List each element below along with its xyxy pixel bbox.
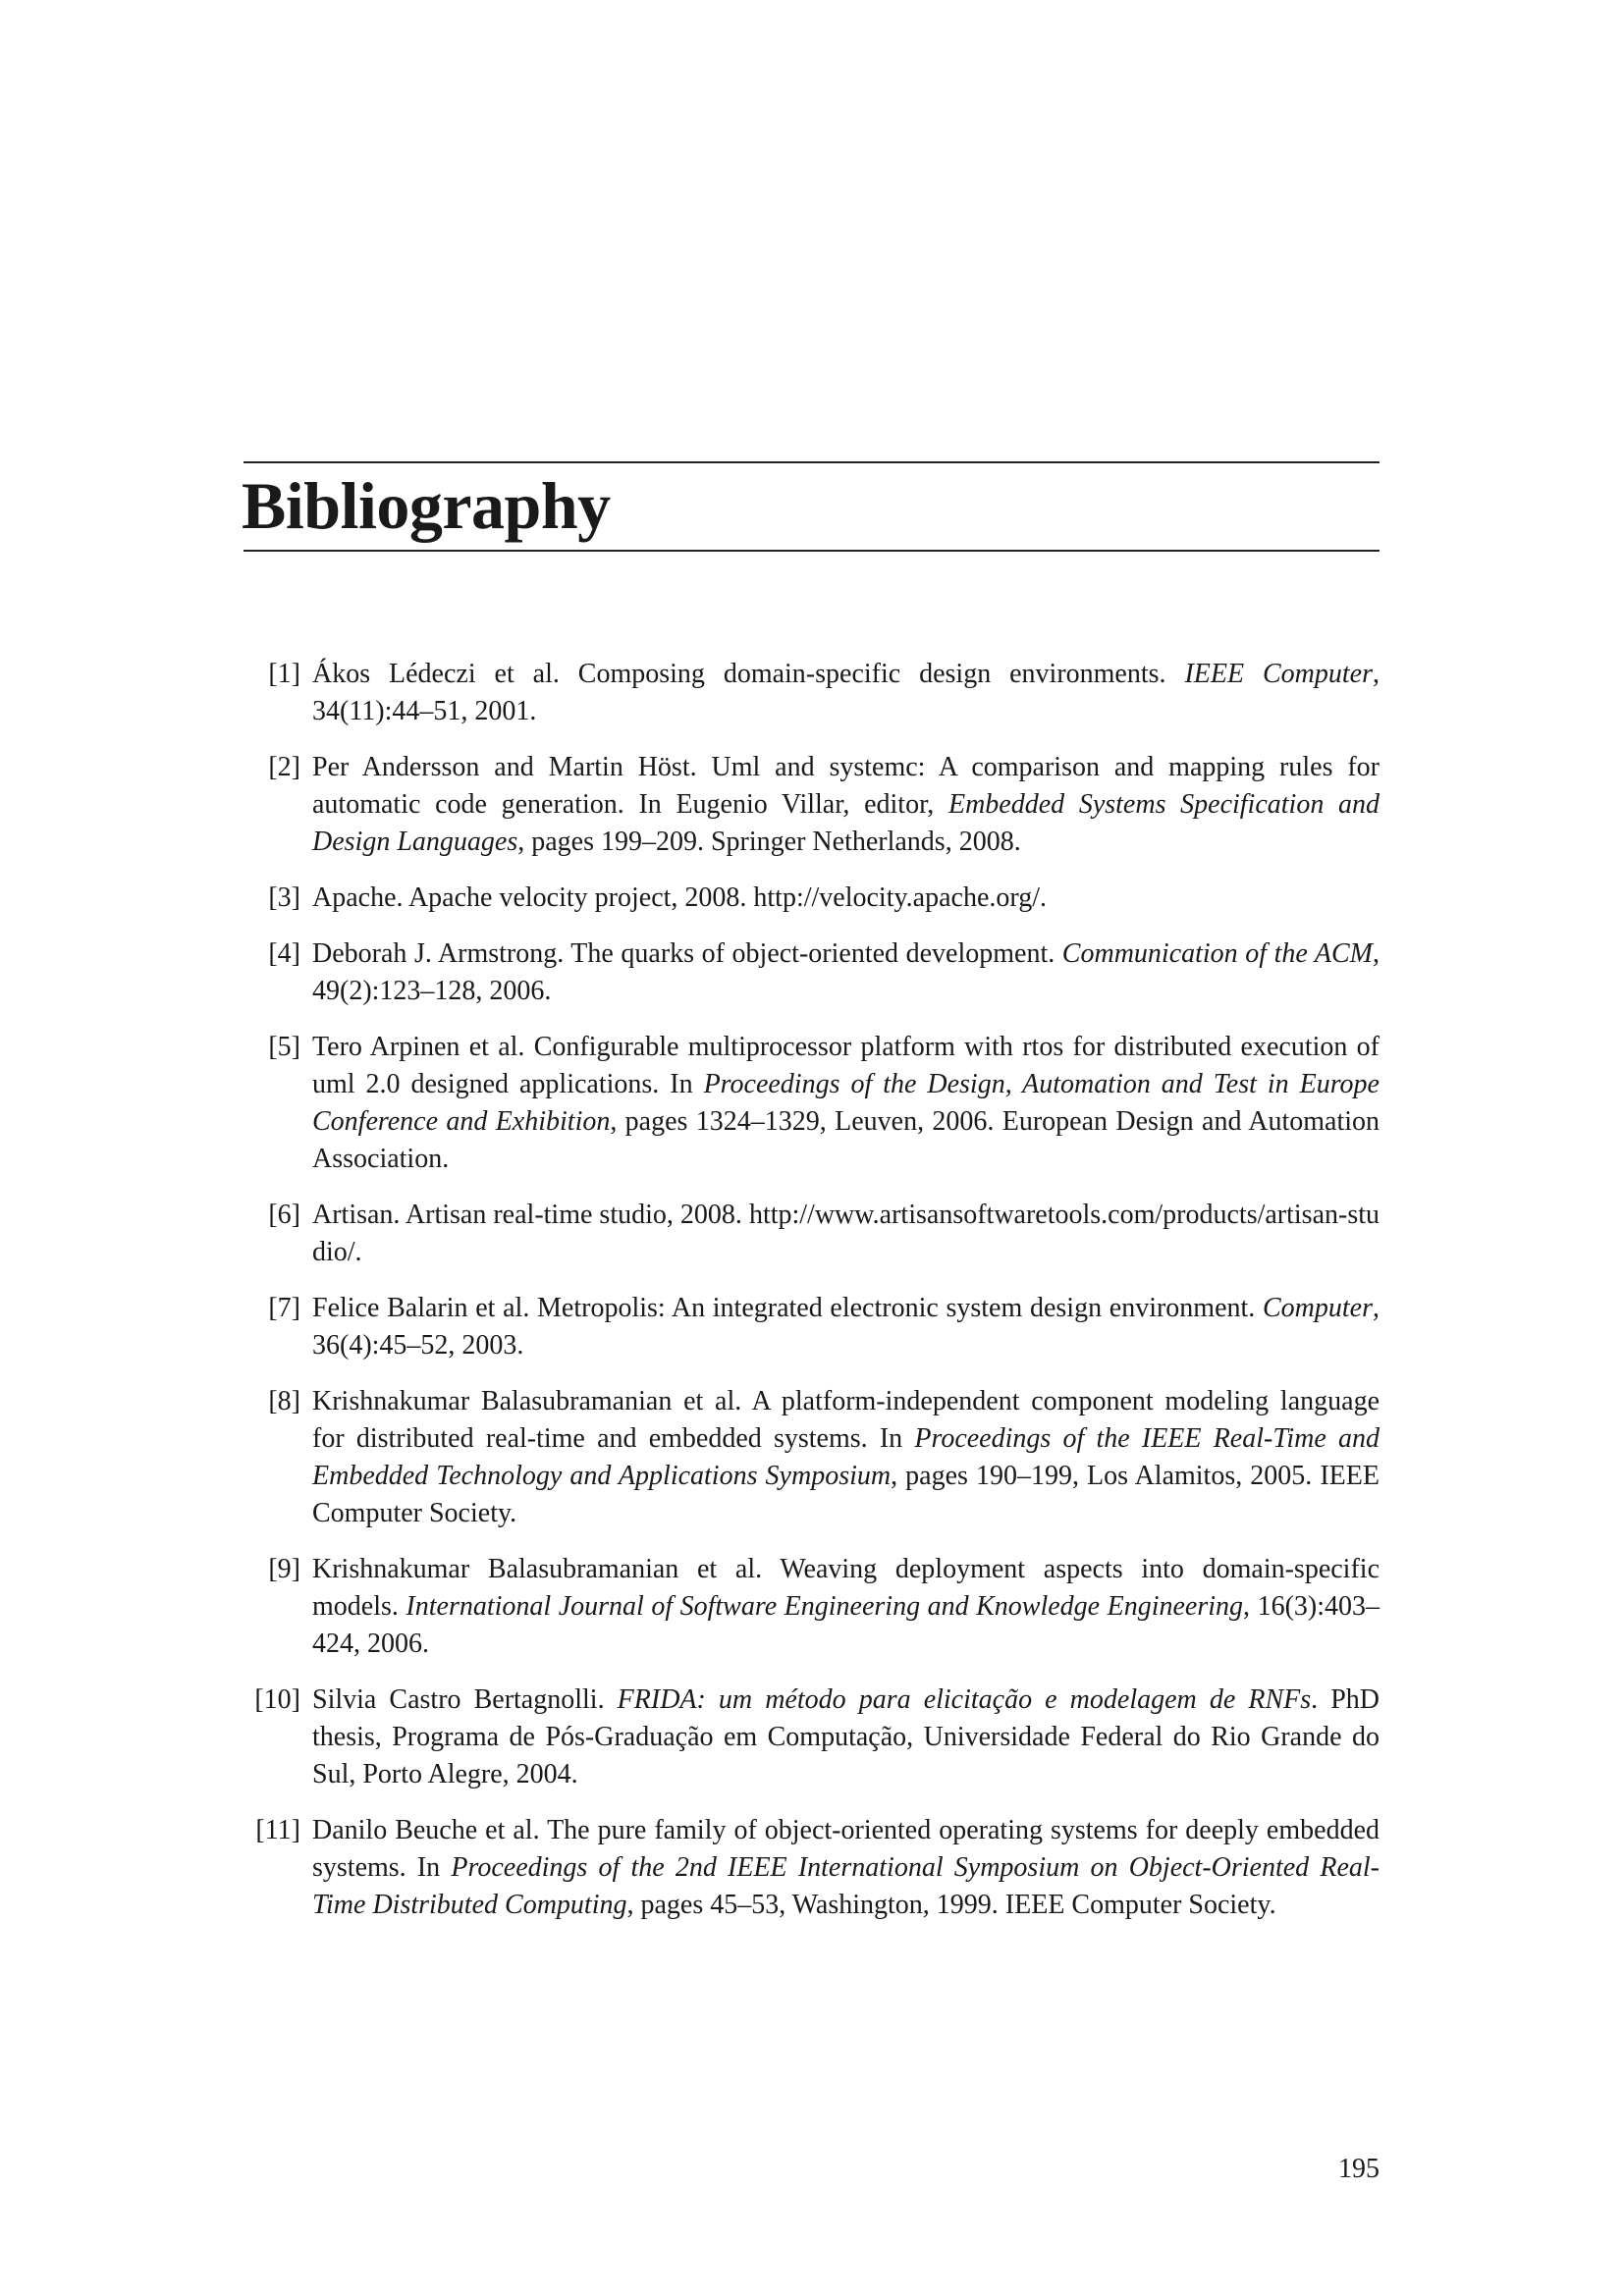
reference-venue: International Journal of Software Engineering and Knowledge Engineering	[406, 1591, 1244, 1622]
reference-venue: Proceedings of the Design, Automation and Test in Europe Conference and Exhibition	[312, 1069, 1380, 1137]
reference-item	[243, 1383, 1380, 1532]
reference-item	[243, 935, 1380, 1010]
reference-number: [2]	[268, 752, 300, 782]
reference-number: [3]	[268, 882, 300, 913]
reference-number: [8]	[268, 1386, 300, 1416]
reference-venue: Computer	[1263, 1293, 1373, 1323]
reference-venue: Embedded Systems Specification and Design Languages	[312, 789, 1380, 857]
reference-text: Danilo Beuche et al. The pure family of object-oriented operating systems for deeply embedded systems. In Proceedings of the 2nd IEEE International Symposium on Object-Oriented Real-Time Distributed Computing, pages 45–53, Washington, 1999. IEEE Computer Society.	[312, 1815, 1380, 1920]
reference-number: [4]	[268, 938, 300, 969]
reference-list	[243, 656, 1380, 1943]
reference-number: [10]	[254, 1684, 300, 1715]
reference-item	[243, 1290, 1380, 1364]
chapter-bottom-rule	[243, 550, 1380, 552]
reference-item	[243, 1197, 1380, 1271]
reference-text: Felice Balarin et al. Metropolis: An integrated electronic system design environment. Computer, 36(4):45–52, 2003.	[312, 1293, 1380, 1361]
reference-text: Tero Arpinen et al. Configurable multiprocessor platform with rtos for distributed execution of uml 2.0 designed applications. In Proceedings of the Design, Automation and Test in Europe Conference and Exhibition, pages 1324–1329, Leuven, 2006. European Design and Automation Association.	[312, 1032, 1380, 1174]
reference-text: Silvia Castro Bertagnolli. FRIDA: um método para elicitação e modelagem de RNFs. PhD thesis, Programa de Pós-Graduação em Computação, Universidade Federal do Rio Grande do Sul, Porto Alegre, 2004.	[312, 1684, 1380, 1789]
reference-venue: IEEE Computer	[1184, 659, 1373, 689]
reference-venue: Proceedings of the IEEE Real-Time and Embedded Technology and Applications Symposium	[312, 1423, 1380, 1491]
reference-number: [9]	[268, 1554, 300, 1584]
reference-item	[243, 1029, 1380, 1178]
reference-item	[243, 749, 1380, 861]
reference-text: Krishnakumar Balasubramanian et al. A platform-independent component modeling language for distributed real-time and embedded systems. In Proceedings of the IEEE Real-Time and Embedded Technology and Applications Symposium, pages 190–199, Los Alamitos, 2005. IEEE Computer Society.	[312, 1386, 1380, 1528]
reference-item	[243, 1551, 1380, 1663]
reference-venue: FRIDA: um método para elicitação e modelagem de RNFs	[617, 1684, 1312, 1715]
reference-text: Artisan. Artisan real-time studio, 2008. http://www.artisansoftwaretools.com/products/artisan-studio/.	[312, 1200, 1380, 1267]
reference-item	[243, 1682, 1380, 1793]
reference-text: Ákos Lédeczi et al. Composing domain-specific design environments. IEEE Computer, 34(11):44–51, 2001.	[312, 659, 1380, 726]
reference-number: [6]	[268, 1200, 300, 1230]
reference-text: Krishnakumar Balasubramanian et al. Weaving deployment aspects into domain-specific models. International Journal of Software Engineering and Knowledge Engineering, 16(3):403–424, 2006.	[312, 1554, 1380, 1659]
reference-venue: Proceedings of the 2nd IEEE International Symposium on Object-Oriented Real-Time Distributed Computing	[312, 1852, 1380, 1920]
reference-text: Deborah J. Armstrong. The quarks of object-oriented development. Communication of the ACM, 49(2):123–128, 2006.	[312, 938, 1380, 1006]
reference-text: Apache. Apache velocity project, 2008. http://velocity.apache.org/.	[312, 882, 1047, 913]
reference-text: Per Andersson and Martin Höst. Uml and systemc: A comparison and mapping rules for automatic code generation. In Eugenio Villar, editor, Embedded Systems Specification and Design Languages, pages 199–209. Springer Netherlands, 2008.	[312, 752, 1380, 857]
reference-item	[243, 656, 1380, 730]
reference-venue: Communication of the ACM	[1061, 938, 1373, 969]
reference-item	[243, 880, 1380, 917]
reference-number: [1]	[268, 659, 300, 689]
reference-item	[243, 1812, 1380, 1924]
page-number: 195	[1338, 2154, 1380, 2184]
reference-number: [11]	[255, 1815, 300, 1845]
chapter-title: Bibliography	[242, 468, 611, 543]
reference-number: [7]	[268, 1293, 300, 1323]
reference-number: [5]	[268, 1032, 300, 1062]
